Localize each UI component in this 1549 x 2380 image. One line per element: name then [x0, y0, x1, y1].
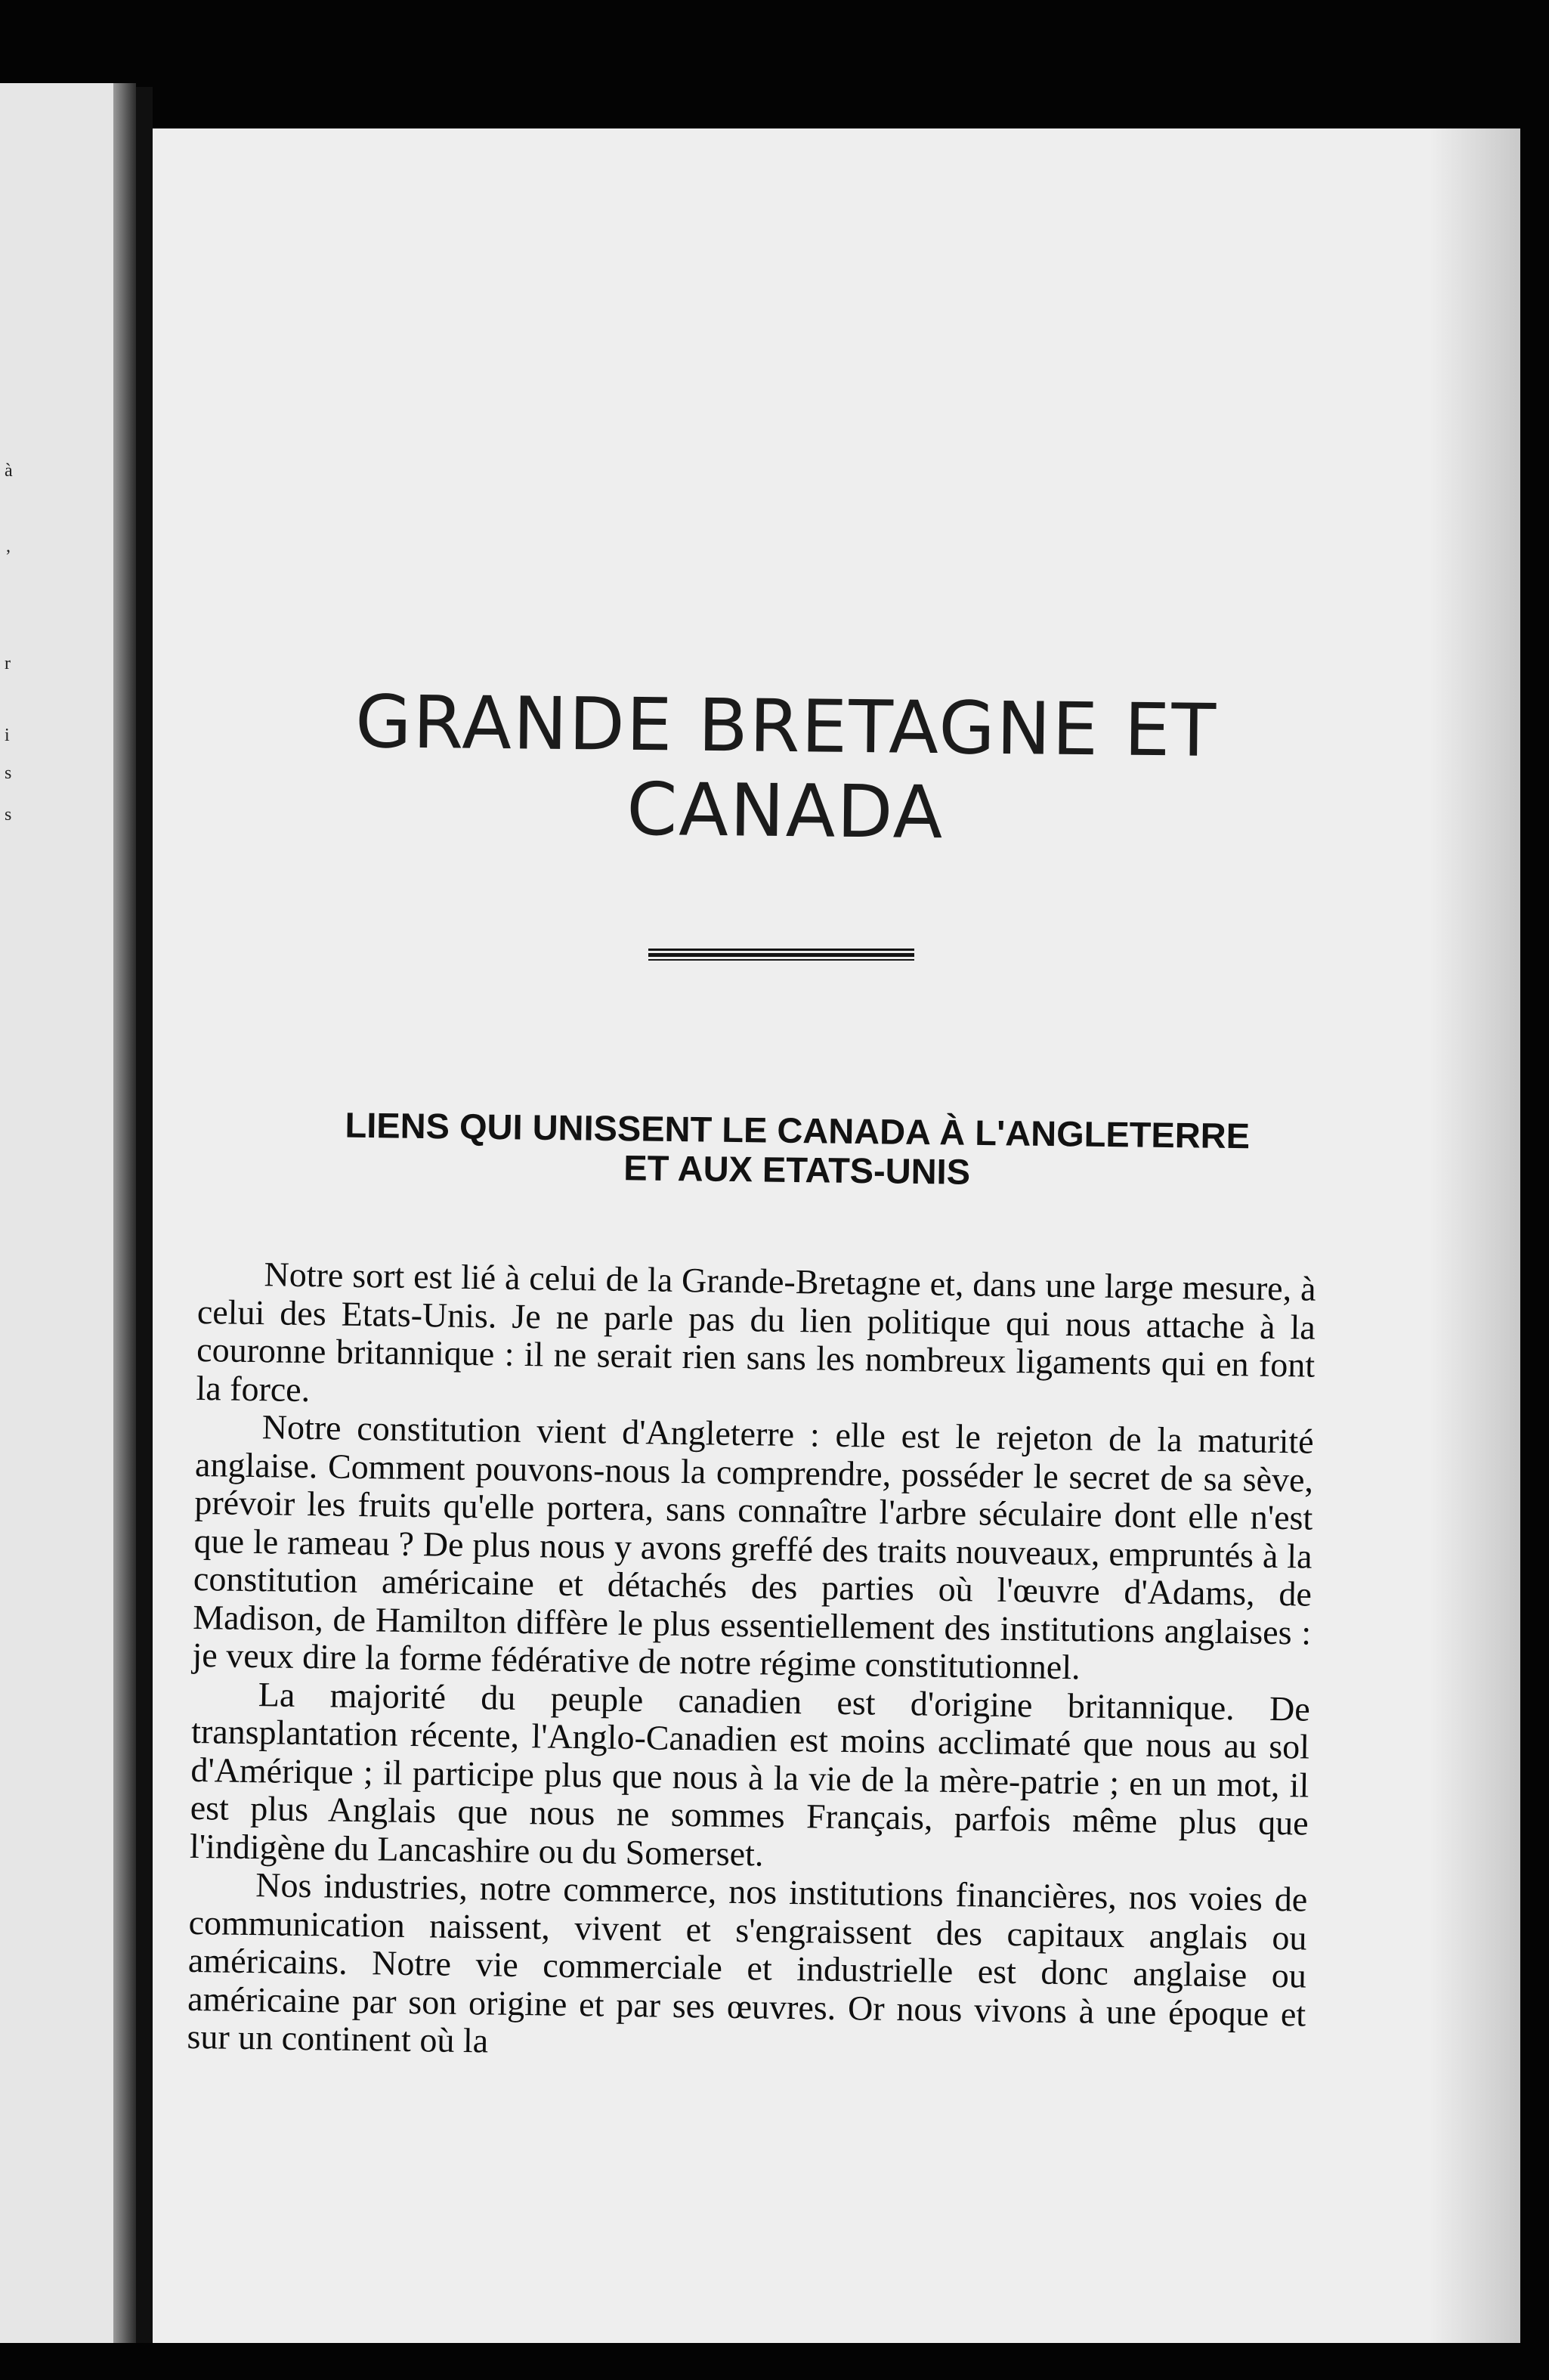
paragraph: Notre sort est lié à celui de la Grande-Bretagne et, dans une large mesure, à celui des Etats-Unis. Je ne parle pas du lien politique qui nous attache à la couronne britannique : il ne serait rien sans les nombreux ligaments qui en font la force. [196, 1255, 1316, 1409]
facing-page [0, 83, 113, 2343]
facing-page-fragment: i [5, 726, 10, 745]
paragraph: Nos industries, notre commerce, nos institutions financières, nos voies de communication naissent, vivent et s'engraissent des capitaux anglais ou américains. Notre vie commerciale et industrielle est donc anglaise ou américaine par son origine et par ses œuvres. Or nous vivons à une époque et sur un continent où la [187, 1865, 1308, 2060]
paragraph: La majorité du peuple canadien est d'origine britannique. De transplantation récente, l'Anglo-Canadien est moins acclimaté que nous au sol d'Amérique ; il participe plus que nous à la vie de la mère-patrie ; en un mot, il est plus Anglais que nous ne sommes Français, parfois même plus que l'indigène du Lancashire ou du Somerset. [189, 1674, 1311, 1874]
title-decorative-rule [648, 949, 914, 961]
paragraph: Notre constitution vient d'Angleterre : elle est le rejeton de la maturité anglaise. Comment pouvons-nous la comprendre, posséder le secret de sa sève, prévoir les fruits qu'elle portera, sans connaître l'arbre séculaire dont elle n'est que le rameau ? De plus nous y avons greffé des traits nouveaux, empruntés à la constitution américaine et détachés des parties où l'œuvre d'Adams, de Madison, de Hamilton diffère le plus essentiellement des institutions anglaises : je veux dire la forme fédérative de notre régime constitutionnel. [192, 1407, 1315, 1687]
page-title: GRANDE BRETAGNE ET CANADA [354, 679, 1218, 856]
page-edge-shadow [1430, 128, 1520, 2343]
rule-line [648, 949, 914, 951]
facing-page-fragment: à [5, 461, 13, 481]
rule-line [648, 959, 914, 961]
facing-page-fragment: s [5, 805, 12, 825]
facing-page-fragment: s [5, 763, 12, 783]
book-spine [136, 87, 153, 2343]
facing-page-edge [113, 83, 136, 2343]
body-text [187, 1255, 1316, 2072]
facing-page-fragment: , [6, 537, 11, 556]
facing-page-fragment: r [5, 654, 11, 673]
section-heading-line: LIENS QUI UNISSENT LE CANADA À L'ANGLETERRE [345, 1104, 1251, 1156]
section-heading [271, 1105, 1322, 1196]
section-heading-line: ET AUX ETATS-UNIS [623, 1147, 971, 1192]
rule-line [648, 953, 914, 957]
